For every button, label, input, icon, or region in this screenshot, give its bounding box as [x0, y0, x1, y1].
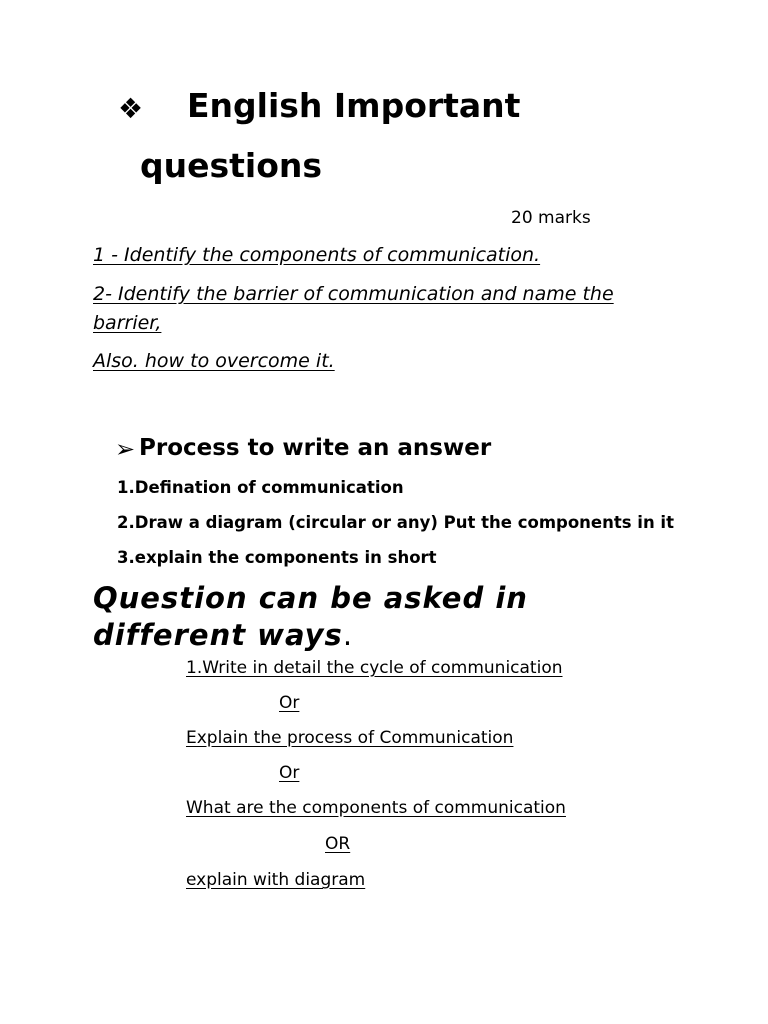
ways-heading-dot: .	[342, 618, 354, 652]
or-separator-3: OR	[325, 834, 351, 854]
page-title-line-1: English Important	[187, 86, 521, 125]
page-title-line-2: questions	[140, 146, 323, 185]
ways-heading-line-2: different ways	[93, 618, 343, 652]
alternative-question-3: What are the components of communication	[186, 798, 566, 818]
alternative-question-1: 1.Write in detail the cycle of communication	[186, 658, 563, 678]
arrow-bullet-icon: ➢	[115, 435, 136, 463]
question-1: 1 - Identify the components of communication.	[93, 244, 541, 266]
question-2-line-3: Also. how to overcome it.	[93, 350, 335, 372]
or-separator-1: Or	[279, 693, 300, 713]
alternative-question-4: explain with diagram	[186, 870, 366, 890]
or-separator-2: Or	[279, 763, 300, 783]
process-heading: Process to write an answer	[139, 435, 492, 461]
ways-heading-line-1: Question can be asked in	[93, 581, 528, 615]
alternative-question-2: Explain the process of Communication	[186, 728, 514, 748]
marks-label: 20 marks	[511, 208, 591, 228]
process-step-1: 1.Defination of communication	[117, 478, 404, 497]
diamond-bullet-icon: ❖	[118, 92, 144, 125]
ways-heading	[93, 580, 528, 654]
question-2-line-2: barrier,	[93, 312, 162, 334]
process-step-3: 3.explain the components in short	[117, 548, 437, 567]
process-step-2: 2.Draw a diagram (circular or any) Put the components in it	[117, 513, 674, 532]
question-2-line-1: 2- Identify the barrier of communication and name the	[93, 283, 614, 305]
